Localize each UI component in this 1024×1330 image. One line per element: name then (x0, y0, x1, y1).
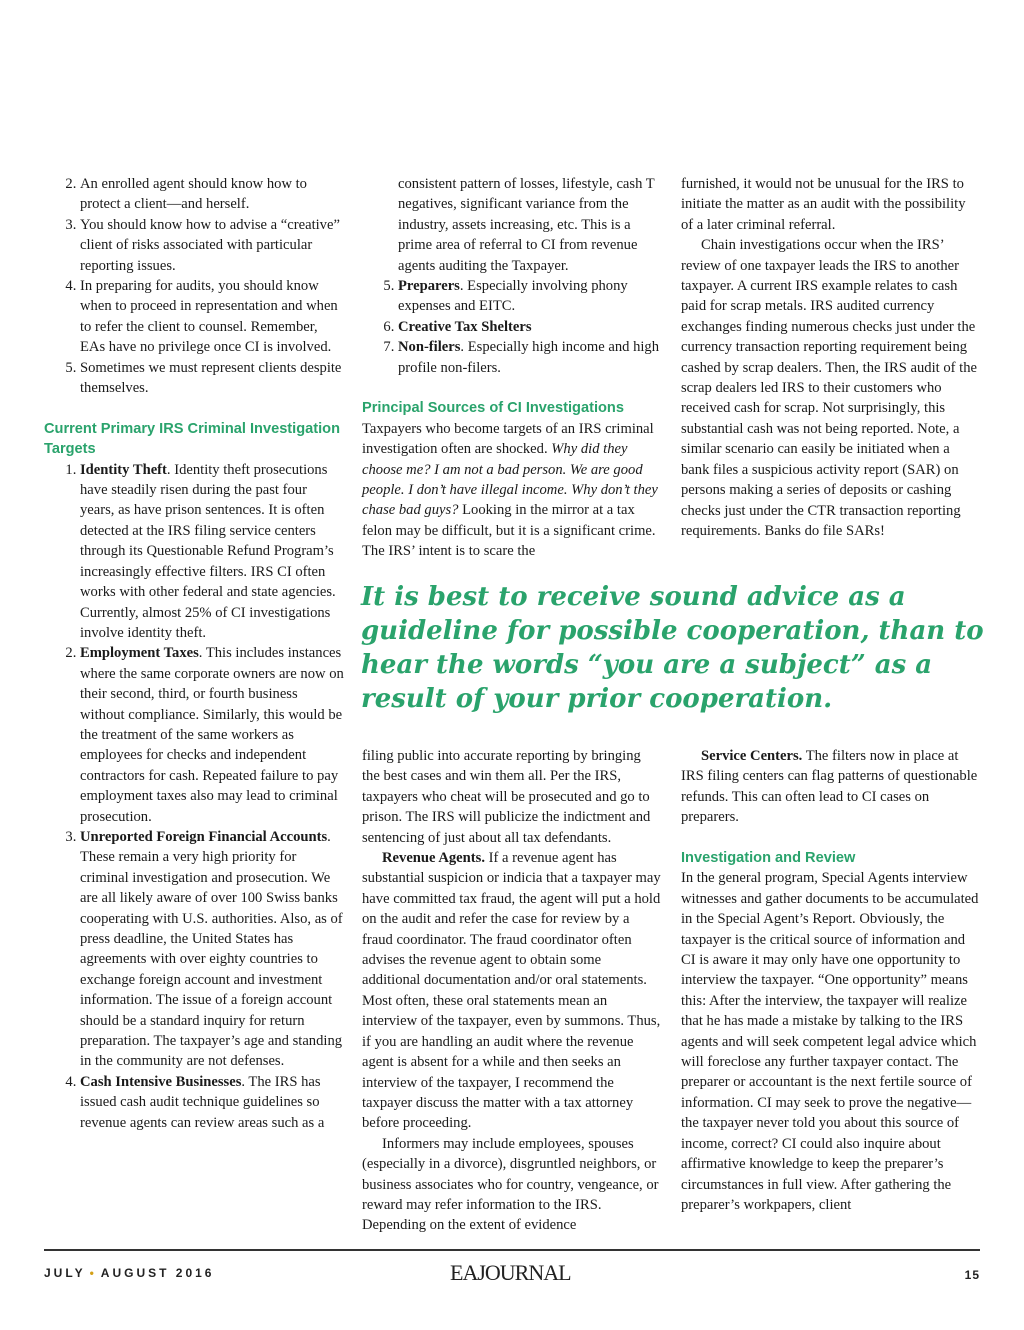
list-item: 5. Preparers. Especially involving phony expenses and EITC. (398, 276, 662, 317)
paragraph: furnished, it would not be unusual for the IRS to initiate the matter as an audit with the possibility of a later criminal referral. (681, 176, 966, 233)
paragraph: filing public into accurate reporting by bringing the best cases and win them all. Per the IRS, taxpayers who cheat will be prosecuted and go to prison. The IRS will publicize the indictment and sentencing of just about all tax defendants. (362, 748, 651, 846)
list-item: 3. Unreported Foreign Financial Accounts. These remain a very high priority for criminal investigation and prosecution. We are all likely aware of over 100 Swiss banks cooperating with U.S. authorities. Also, as of press deadline, the United States has agreements with over eighty countries to exchange foreign account and investment information. The issue of a foreign account should be a standard inquiry for return preparation. The taxpayer’s age and standing in the community are not defenses. (80, 827, 344, 1072)
list-item: 3. You should know how to advise a “creative” client of risks associated with particular reporting issues. (80, 215, 344, 276)
list-continuation: consistent pattern of losses, lifestyle, cash T negatives, significant variance from the industry, assets increasing, etc. This is a prime area of referral to CI from revenue agents auditing the Taxpayer. (398, 176, 655, 274)
paragraph: Informers may include employees, spouses (especially in a divorce), disgruntled neighbors, or business associates who for country, vengeance, or reward may refer information to the IRS. Depending on the extent of evidence (362, 1135, 659, 1234)
list-item: 7. Non-filers. Especially high income and high profile non-filers. (398, 337, 662, 378)
paragraph: Chain investigations occur when the IRS’ review of one taxpayer leads the IRS to another taxpayer. A current IRS example relates to cash paid for scrap metals. IRS audited currency exchanges finding numerous checks just under the currency transaction reporting requirement being cashed by scrap dealers. Then, the IRS audit of the scrap dealers led IRS to their customers who received cash for scrap. Not surprisingly, this substantial cash was not being reported. Note, a similar scenario can easily be initiated when a bank files a suspicious activity report (SAR) on persons making a series of deposits or cashing checks just under the CTR transaction reporting requirements. Banks do file SARs! (681, 237, 977, 539)
list-item: 5. Sometimes we must represent clients despite themselves. (80, 358, 344, 399)
column-1 (44, 174, 344, 1133)
section-heading-investigation: Investigation and Review (681, 850, 856, 867)
list-item: 4. Cash Intensive Businesses. The IRS has issued cash audit technique guidelines so revenue agents can review areas such as a (80, 1072, 344, 1133)
page-number: 15 (964, 1268, 980, 1282)
paragraph: Taxpayers who become targets of an IRS criminal investigation often are shocked. Why did they choose me? I am not a bad person. We are good people. I don’t have illegal income. Why don’t they chase bad guys? Looking in the mirror at a tax felon may be difficult, but it is a significant crime. The IRS’ intent is to scare the (362, 420, 658, 560)
list-item: 6. Creative Tax Shelters (398, 317, 662, 337)
issue-date: JULY • AUGUST 2016 (44, 1266, 215, 1280)
journal-logo: EAJOURNAL (450, 1260, 571, 1285)
column-2-bottom (362, 746, 662, 1236)
section-heading-targets: Current Primary IRS Criminal Investigation Targets (44, 420, 341, 458)
list-ci-targets (44, 460, 344, 1133)
bullet-dot: • (89, 1266, 97, 1280)
paragraph: Revenue Agents. If a revenue agent has substantial suspicion or indicia that a taxpayer may have committed tax fraud, the agent will put a hold on the audit and refer the case for review by a fraud coordinator. The fraud coordinator often advises the revenue agent to obtain some additional documentation and/or oral statements. Most often, these oral statements mean an interview of the taxpayer, even by summons. Thus, if you are handling an audit where the revenue agent is absent for a while and then seeks an interview of the taxpayer, I recommend the taxpayer discuss the matter with a tax attorney before proceeding. (362, 850, 661, 1132)
pull-quote: It is best to receive sound advice as a guideline for possible cooperation, than to hear the words “you are a subject” as a result of your prior cooperation. (361, 582, 984, 714)
column-2-top (362, 174, 662, 562)
list-ea-knowledge (44, 174, 344, 398)
paragraph: In the general program, Special Agents interview witnesses and gather documents to be accumulated in the Special Agent’s Report. Obviously, the taxpayer is the critical source of information and CI is aware it may only have one opportunity to interview the taxpayer. “One opportunity” means this: After the interview, the taxpayer will realize that he has made a mistake by talking to the IRS agents and will seek competent legal advice which will foreclose any further taxpayer contact. The preparer or accountant is the next fertile source of information. CI may seek to prove the negative—the taxpayer never told you about this source of income, correct? CI could also inquire about affirmative knowledge to keep the preparer’s circumstances in full view. After gathering the preparer’s workpapers, client (681, 870, 979, 1213)
list-item: 4. In preparing for audits, you should know when to proceed in representation and when to refer the client to counsel. Remember, EAs have no privilege once CI is involved. (80, 276, 344, 358)
list-ci-targets-cont (362, 276, 662, 378)
section-heading-sources: Principal Sources of CI Investigations (362, 400, 624, 417)
paragraph: Service Centers. The filters now in place at IRS filing centers can flag patterns of questionable refunds. This can often lead to CI cases on preparers. (681, 748, 978, 826)
list-item: 2. An enrolled agent should know how to protect a client—and herself. (80, 174, 344, 215)
footer-rule (44, 1249, 980, 1251)
list-item: 1. Identity Theft. Identity theft prosecutions have steadily risen during the past four years, as have prison sentences. It is often detected at the IRS filing service centers through its Questionable Refund Program’s increasingly effective filters. IRS CI often works with other federal and state agencies. Currently, almost 25% of CI investigations involve identity theft. (80, 460, 344, 644)
column-3-top (681, 174, 981, 541)
list-item: 2. Employment Taxes. This includes instances where the same corporate owners are now on their second, third, or fourth business without compliance. Similarly, this would be the treatment of the same workers as employees for checks and independent contractors for cash. Repeated failure to pay employment taxes also may lead to criminal prosecution. (80, 643, 344, 827)
column-3-bottom (681, 746, 981, 1215)
